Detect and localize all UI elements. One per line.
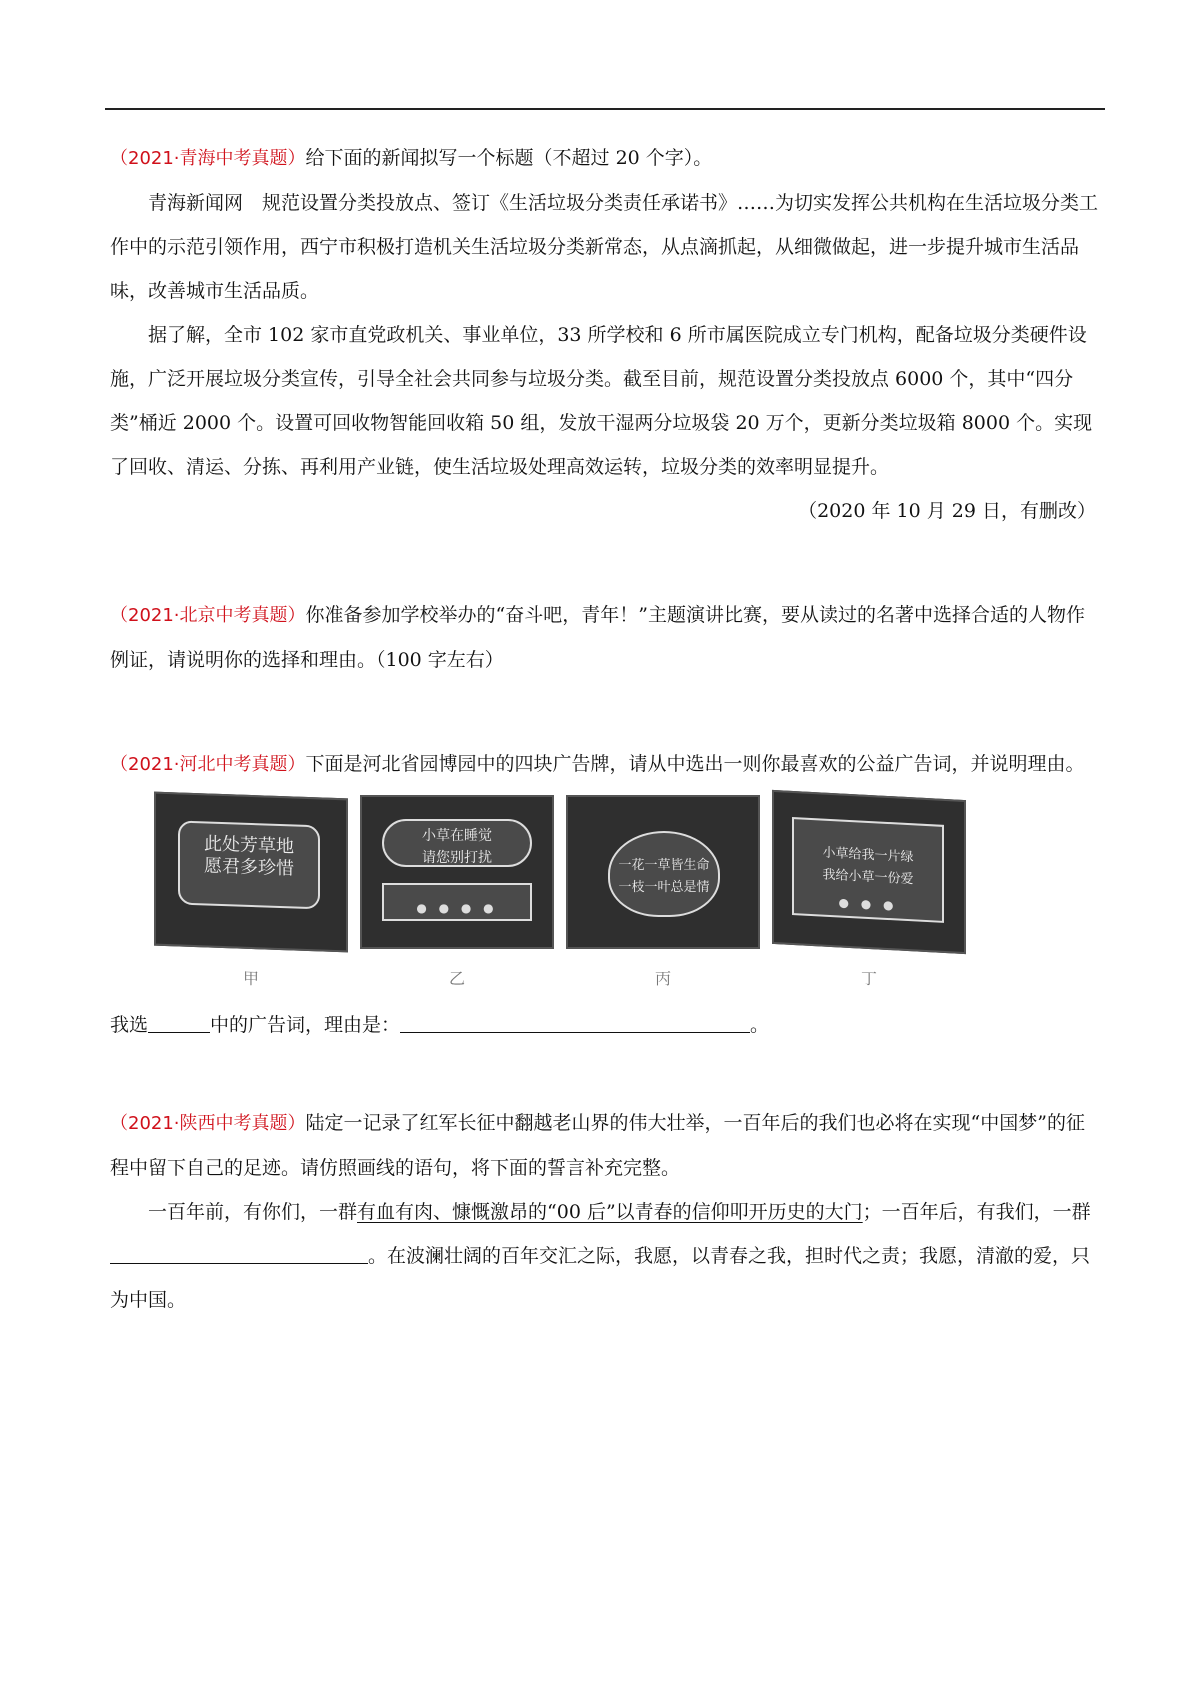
prompt-text: 给下面的新闻拟写一个标题（不超过 20 个字）。 [305, 147, 713, 169]
question-beijing [110, 593, 1100, 682]
billboard-line: 请您别打扰 [422, 850, 492, 866]
billboard-line: 愿君多珍惜 [204, 855, 294, 880]
billboard-line: 小草在睡觉 [422, 828, 492, 844]
answer-line [110, 1003, 1100, 1047]
header-rule [105, 108, 1105, 110]
billboard-icons-panel [382, 883, 532, 921]
answer-text: 。 [750, 1014, 770, 1036]
billboard-line: 小草给我一片绿 [822, 845, 914, 866]
billboard-bing [566, 795, 760, 988]
billboard-yi [360, 795, 554, 988]
news-paragraph-1: 青海新闻网 规范设置分类投放点、签订《生活垃圾分类责任承诺书》……为切实发挥公共机构在生活垃圾分类工作中的示范引领作用，西宁市积极打造机关生活垃圾分类新常态，从点滴抓起，从细微做起，进一步提升城市生活品味，改善城市生活品质。 [110, 192, 1099, 302]
billboard-caption: 乙 [448, 969, 465, 988]
answer-text: 我选 [110, 1014, 149, 1036]
billboard-caption: 甲 [242, 968, 259, 989]
billboard-ding [772, 790, 966, 989]
question-source: （2021·青海中考真题） [110, 148, 306, 169]
pledge-paragraph [110, 1190, 1100, 1322]
question-prompt [110, 742, 1100, 787]
billboard-board [178, 820, 320, 909]
question-prompt [110, 136, 1100, 181]
question-qinghai [110, 136, 1100, 533]
billboard-line: 一枝一叶总是情 [618, 880, 710, 895]
question-source: （2021·河北中考真题） [110, 754, 306, 775]
question-shaanxi [110, 1101, 1100, 1322]
billboard-line: 此处芳草地 [204, 833, 294, 858]
billboard-book-board [792, 817, 944, 923]
reason-blank[interactable] [400, 1010, 750, 1033]
question-source: （2021·陕西中考真题） [110, 1113, 306, 1134]
pledge-blank[interactable] [110, 1241, 368, 1264]
pictogram-icons: ● ● ● [838, 895, 898, 913]
question-prompt [110, 593, 1100, 682]
choice-blank[interactable] [148, 1010, 210, 1033]
billboard-jia [154, 792, 348, 989]
pledge-text: 。在波澜壮阔的百年交汇之际，我愿，以青春之我，担时代之责；我愿，清澈的爱，只为中国。 [110, 1245, 1091, 1311]
billboard-line: 一花一草皆生命 [618, 858, 710, 873]
news-paragraph-2: 据了解，全市 102 家市直党政机关、事业单位，33 所学校和 6 所市属医院成立专门机构，配备垃圾分类硬件设施，广泛开展垃圾分类宣传，引导全社会共同参与垃圾分类。截至目前，规范设置分类投放点 6000 个，其中“四分类”桶近 2000 个。设置可回收物智能回收箱 50 组，发放干湿两分垃圾袋 20 万个，更新分类垃圾箱 8000 个。实现了回收、清运、分拣、再利用产业链，使生活垃圾处理高效运转，垃圾分类的效率明显提升。 [110, 324, 1093, 478]
billboard-line: 我给小草一份爱 [822, 867, 914, 888]
prompt-text: 陆定一记录了红军长征中翻越老山界的伟大壮举，一百年后的我们也必将在实现“中国梦”的征程中留下自己的足迹。请仿照画线的语句，将下面的誓言补充完整。 [110, 1112, 1085, 1179]
billboard-caption: 丙 [654, 969, 671, 988]
question-hebei [110, 742, 1100, 1047]
pictogram-icons: ● ● ● ● [416, 901, 498, 915]
answer-text: 中的广告词，理由是： [210, 1014, 401, 1036]
pledge-text: 一百年前，有你们，一群 [148, 1201, 358, 1223]
question-prompt [110, 1101, 1100, 1190]
question-source: （2021·北京中考真题） [110, 605, 306, 626]
content [110, 136, 1100, 1382]
prompt-text: 下面是河北省园博园中的四块广告牌，请从中选出一则你最喜欢的公益广告词，并说明理由。 [305, 753, 1085, 775]
billboard-photos [154, 795, 1100, 989]
billboard-caption: 丁 [860, 968, 877, 989]
billboard-heart-board [608, 831, 720, 917]
underlined-model-sentence: 有血有肉、慷慨激昂的“00 后”以青春的信仰叩开历史的大门 [357, 1201, 863, 1223]
billboard-board [382, 819, 532, 867]
pledge-text: ；一百年后，有我们，一群 [862, 1201, 1091, 1223]
news-date: （2020 年 10 月 29 日，有删改） [798, 500, 1096, 522]
prompt-text: 你准备参加学校举办的“奋斗吧，青年！”主题演讲比赛，要从读过的名著中选择合适的人物作例证，请说明你的选择和理由。（100 字左右） [110, 604, 1085, 671]
